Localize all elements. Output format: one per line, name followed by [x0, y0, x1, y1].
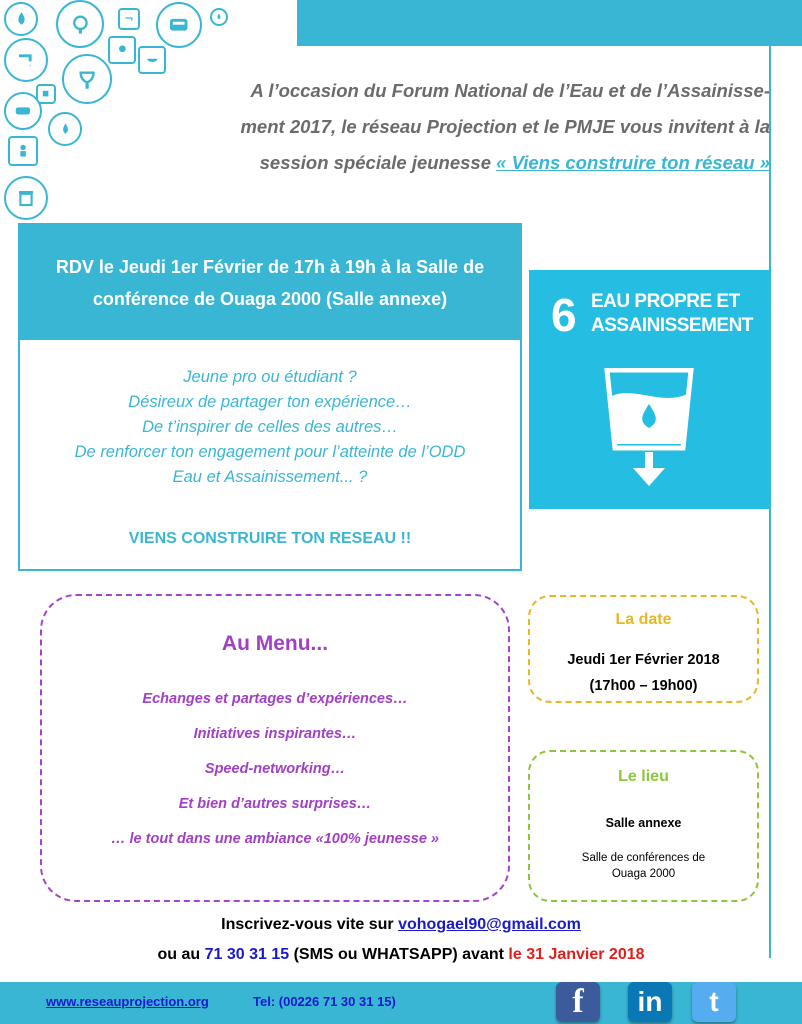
- menu-item: Echanges et partages d’expériences…: [142, 691, 408, 707]
- place-name: Salle annexe: [605, 816, 682, 830]
- phone-number: 71 30 31 15: [204, 946, 290, 963]
- rdv-line: Jeune pro ou étudiant ?: [183, 368, 357, 386]
- signup-prefix: Inscrivez-vous vite sur: [221, 916, 394, 933]
- intro-line-2: ment 2017, le réseau Projection et le PMJE vous invitent à la: [240, 116, 770, 137]
- bus-icon: [156, 2, 202, 48]
- rdv-line: De t’inspirer de celles des autres…: [142, 418, 398, 436]
- sdg-title-line-1: EAU PROPRE ET: [591, 291, 740, 312]
- shower-icon: [108, 36, 136, 64]
- sdg6-tile: [529, 270, 769, 509]
- water-glass-icon: [603, 368, 695, 490]
- worker-icon: [8, 136, 38, 166]
- menu-item: Initiatives inspirantes…: [193, 726, 357, 742]
- date-title: La date: [615, 611, 672, 628]
- intro-line-3: [150, 145, 770, 181]
- waste-icon: [4, 176, 48, 220]
- signup-line-1: [0, 916, 802, 934]
- facebook-icon[interactable]: f: [556, 982, 600, 1022]
- rdv-call-to-action: VIENS CONSTRUIRE TON RESEAU !!: [128, 530, 412, 547]
- rdv-box: [18, 223, 522, 571]
- place-description: [530, 850, 757, 882]
- menu-item: Speed-networking…: [204, 761, 346, 777]
- top-banner-bar: [297, 0, 802, 46]
- mobility-icon: [4, 92, 42, 130]
- footer-phone: Tel: (00226 71 30 31 15): [253, 994, 396, 1009]
- place-desc-line-2: Ouaga 2000: [611, 868, 676, 880]
- rdv-line: De renforcer ton engagement pour l’atteinte de l’ODD: [74, 443, 466, 461]
- date-day: Jeudi 1er Février 2018: [567, 652, 720, 668]
- date-time: (17h00 – 19h00): [589, 678, 698, 694]
- place-title: Le lieu: [618, 768, 669, 785]
- intro-line-1: A l’occasion du Forum National de l’Eau et de l’Assainisse-: [250, 80, 770, 101]
- rdv-questions: [20, 365, 520, 490]
- date-box: [528, 595, 759, 703]
- rdv-header: RDV le Jeudi 1er Février de 17h à 19h à la Salle de conférence de Ouaga 2000 (Salle annexe): [20, 225, 520, 340]
- twitter-icon[interactable]: t: [692, 982, 736, 1022]
- sdg-number: 6: [551, 289, 577, 341]
- sdg-title: [591, 290, 753, 338]
- small-drop-icon: [210, 8, 228, 26]
- intro-text: [150, 73, 770, 181]
- menu-item: … le tout dans une ambiance «100% jeunesse »: [111, 831, 439, 847]
- sdg-title-line-2: ASSAINISSEMENT: [591, 315, 753, 336]
- menu-item: Et bien d’autres surprises…: [178, 796, 372, 812]
- menu-box: [40, 594, 510, 902]
- email-link[interactable]: vohogael90@gmail.com: [398, 916, 581, 933]
- rdv-line: Désireux de partager ton expérience…: [128, 393, 412, 411]
- menu-title: Au Menu...: [221, 632, 329, 655]
- date-value: [530, 647, 757, 699]
- right-rule-line: [769, 46, 771, 958]
- signup-channel: (SMS ou WHATSAPP) avant: [293, 946, 504, 963]
- linkedin-icon[interactable]: in: [628, 982, 672, 1022]
- drop-small-icon: [48, 112, 82, 146]
- bowl-icon: [138, 46, 166, 74]
- website-link[interactable]: www.reseauprojection.org: [46, 994, 209, 1009]
- event-title-highlight: « Viens construire ton réseau »: [496, 152, 770, 173]
- toilet-icon: [62, 54, 112, 104]
- place-desc-line-1: Salle de conférences de: [581, 852, 706, 864]
- signup-or: ou au: [157, 946, 201, 963]
- footer-bar: [0, 982, 802, 1024]
- intro-line-3-prefix: session spéciale jeunesse: [259, 152, 492, 173]
- drop-icon: [4, 2, 38, 36]
- signup-deadline: le 31 Janvier 2018: [508, 946, 645, 963]
- rdv-line: Eau et Assainissement... ?: [172, 468, 368, 486]
- water-tap-icon: [118, 8, 140, 30]
- tap-icon: [4, 38, 48, 82]
- signup-line-2: [0, 946, 802, 964]
- place-box: [528, 750, 759, 902]
- energy-icon: [56, 0, 104, 48]
